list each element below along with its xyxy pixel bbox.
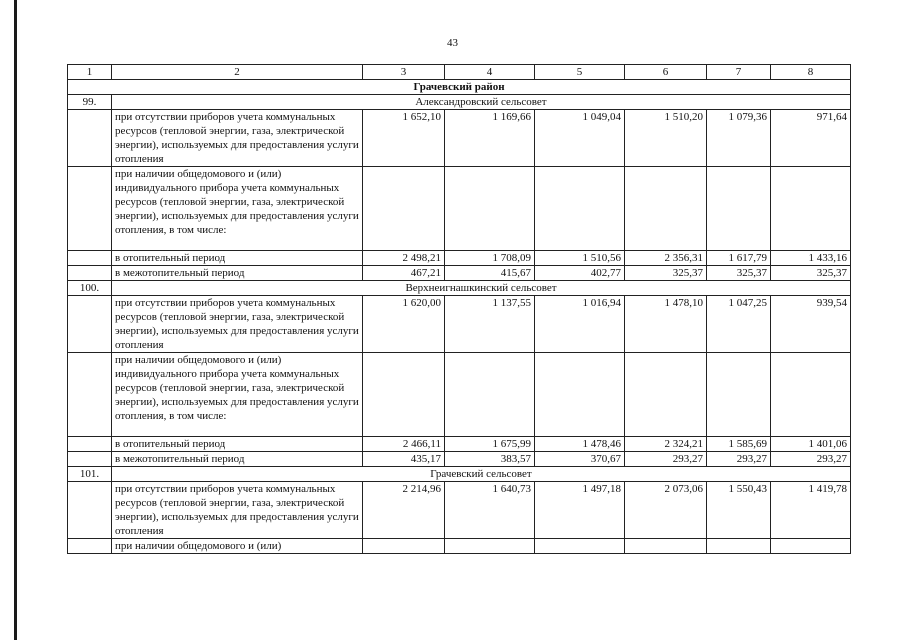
- section-name: Верхнеигнашкинский сельсовет: [112, 281, 851, 296]
- empty-cell: [707, 167, 771, 251]
- value-cell: 1 401,06: [771, 437, 851, 452]
- empty-cell: [535, 353, 625, 437]
- column-header: 2: [112, 65, 363, 80]
- value-cell: 293,27: [771, 452, 851, 467]
- table-row: [68, 266, 851, 281]
- value-cell: 1 016,94: [535, 296, 625, 353]
- column-header: 3: [363, 65, 445, 80]
- section-number: 100.: [68, 281, 112, 296]
- value-cell: 370,67: [535, 452, 625, 467]
- empty-cell: [68, 110, 112, 167]
- value-cell: 1 675,99: [445, 437, 535, 452]
- value-cell: 1 510,20: [625, 110, 707, 167]
- row-label: при отсутствии приборов учета коммунальных ресурсов (тепловой энергии, газа, электрической энергии), используемых для предоставления услуги отопления: [112, 482, 363, 539]
- value-cell: 1 079,36: [707, 110, 771, 167]
- section-row: [68, 281, 851, 296]
- row-label: в межотопительный период: [112, 452, 363, 467]
- table-row: [68, 251, 851, 266]
- empty-cell: [363, 539, 445, 554]
- empty-cell: [68, 353, 112, 437]
- table-row: [68, 353, 851, 437]
- value-cell: 1 047,25: [707, 296, 771, 353]
- row-label: в межотопительный период: [112, 266, 363, 281]
- table-row: [68, 437, 851, 452]
- value-cell: 2 073,06: [625, 482, 707, 539]
- value-cell: 1 497,18: [535, 482, 625, 539]
- column-header-row: [68, 65, 851, 80]
- empty-cell: [771, 167, 851, 251]
- value-cell: 325,37: [707, 266, 771, 281]
- table-row: [68, 482, 851, 539]
- value-cell: 415,67: [445, 266, 535, 281]
- value-cell: 383,57: [445, 452, 535, 467]
- empty-cell: [535, 539, 625, 554]
- column-header: 8: [771, 65, 851, 80]
- value-cell: 1 708,09: [445, 251, 535, 266]
- column-header: 6: [625, 65, 707, 80]
- page-left-edge: [14, 0, 17, 640]
- value-cell: 293,27: [625, 452, 707, 467]
- value-cell: 402,77: [535, 266, 625, 281]
- table-row: [68, 452, 851, 467]
- empty-cell: [707, 353, 771, 437]
- table-row: [68, 167, 851, 251]
- column-header: 1: [68, 65, 112, 80]
- empty-cell: [68, 167, 112, 251]
- row-label: при отсутствии приборов учета коммунальных ресурсов (тепловой энергии, газа, электрической энергии), используемых для предоставления услуги отопления: [112, 110, 363, 167]
- value-cell: 2 498,21: [363, 251, 445, 266]
- value-cell: 939,54: [771, 296, 851, 353]
- empty-cell: [707, 539, 771, 554]
- district-title: Грачевский район: [68, 80, 851, 95]
- value-cell: 2 214,96: [363, 482, 445, 539]
- page-number: 43: [447, 37, 458, 49]
- value-cell: 435,17: [363, 452, 445, 467]
- value-cell: 1 617,79: [707, 251, 771, 266]
- empty-cell: [445, 167, 535, 251]
- empty-cell: [68, 482, 112, 539]
- row-label: при наличии общедомового и (или) индивидуального прибора учета коммунальных ресурсов (тепловой энергии, газа, электрической энергии), используемых для предоставления услуги отопления, в том числе:: [112, 353, 363, 437]
- empty-cell: [68, 437, 112, 452]
- value-cell: 1 585,69: [707, 437, 771, 452]
- section-row: [68, 95, 851, 110]
- column-header: 7: [707, 65, 771, 80]
- value-cell: 325,37: [771, 266, 851, 281]
- row-label: при наличии общедомового и (или): [112, 539, 363, 554]
- section-number: 99.: [68, 95, 112, 110]
- table-row: [68, 110, 851, 167]
- empty-cell: [68, 539, 112, 554]
- row-label: в отопительный период: [112, 437, 363, 452]
- value-cell: 1 478,10: [625, 296, 707, 353]
- table-row: [68, 539, 851, 554]
- value-cell: 2 356,31: [625, 251, 707, 266]
- value-cell: 467,21: [363, 266, 445, 281]
- value-cell: 1 433,16: [771, 251, 851, 266]
- value-cell: 1 169,66: [445, 110, 535, 167]
- value-cell: 1 419,78: [771, 482, 851, 539]
- empty-cell: [625, 539, 707, 554]
- value-cell: 1 620,00: [363, 296, 445, 353]
- empty-cell: [625, 167, 707, 251]
- empty-cell: [625, 353, 707, 437]
- district-row: [68, 80, 851, 95]
- column-header: 4: [445, 65, 535, 80]
- empty-cell: [68, 266, 112, 281]
- value-cell: 971,64: [771, 110, 851, 167]
- value-cell: 1 137,55: [445, 296, 535, 353]
- value-cell: 325,37: [625, 266, 707, 281]
- value-cell: 1 640,73: [445, 482, 535, 539]
- section-name: Александровский сельсовет: [112, 95, 851, 110]
- empty-cell: [363, 167, 445, 251]
- value-cell: 1 478,46: [535, 437, 625, 452]
- empty-cell: [445, 353, 535, 437]
- empty-cell: [535, 167, 625, 251]
- row-label: в отопительный период: [112, 251, 363, 266]
- empty-cell: [68, 452, 112, 467]
- value-cell: 1 049,04: [535, 110, 625, 167]
- value-cell: 1 510,56: [535, 251, 625, 266]
- empty-cell: [68, 251, 112, 266]
- value-cell: 1 550,43: [707, 482, 771, 539]
- empty-cell: [363, 353, 445, 437]
- section-row: [68, 467, 851, 482]
- empty-cell: [771, 353, 851, 437]
- value-cell: 2 466,11: [363, 437, 445, 452]
- section-name: Грачевский сельсовет: [112, 467, 851, 482]
- section-number: 101.: [68, 467, 112, 482]
- empty-cell: [445, 539, 535, 554]
- tariff-table: [67, 64, 851, 554]
- empty-cell: [68, 296, 112, 353]
- row-label: при отсутствии приборов учета коммунальных ресурсов (тепловой энергии, газа, электрической энергии), используемых для предоставления услуги отопления: [112, 296, 363, 353]
- value-cell: 2 324,21: [625, 437, 707, 452]
- value-cell: 1 652,10: [363, 110, 445, 167]
- empty-cell: [771, 539, 851, 554]
- table-row: [68, 296, 851, 353]
- column-header: 5: [535, 65, 625, 80]
- row-label: при наличии общедомового и (или) индивидуального прибора учета коммунальных ресурсов (тепловой энергии, газа, электрической энергии), используемых для предоставления услуги отопления, в том числе:: [112, 167, 363, 251]
- value-cell: 293,27: [707, 452, 771, 467]
